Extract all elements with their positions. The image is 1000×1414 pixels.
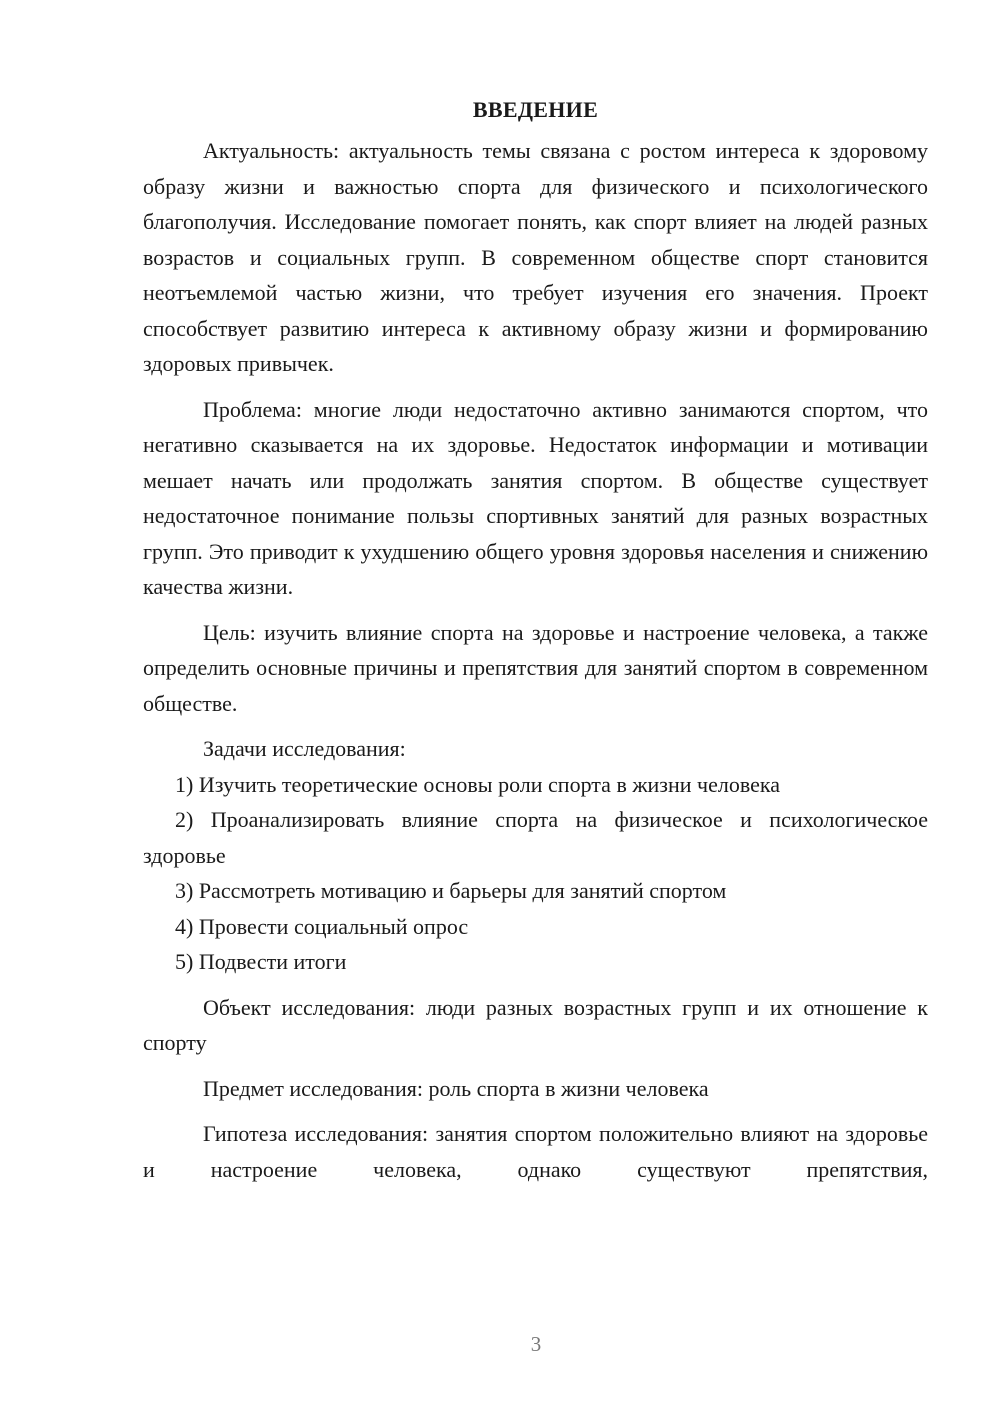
- page-number: 3: [530, 1332, 542, 1356]
- section-title: ВВЕДЕНИЕ: [472, 97, 599, 122]
- task-item-2: 2) Проанализировать влияние спорта на физическое и психологическое здоровье: [143, 807, 928, 868]
- task-item-5: 5) Подвести итоги: [175, 949, 347, 974]
- problem-paragraph: Проблема: многие люди недостаточно активно занимаются спортом, что негативно сказывается на их здоровье. Недостаток информации и мотивации мешает начать или продолжать занятия спортом. В обществе существует недостаточное понимание пользы спортивных занятий для разных возрастных групп. Это приводит к ухудшению общего уровня здоровья населения и снижению качества жизни.: [143, 396, 928, 599]
- tasks-heading: Задачи исследования:: [203, 736, 406, 761]
- goal-paragraph: Цель: изучить влияние спорта на здоровье и настроение человека, а также определить основные причины и препятствия для занятий спортом в современном обществе.: [143, 619, 928, 716]
- subject-paragraph: Предмет исследования: роль спорта в жизни человека: [203, 1075, 709, 1101]
- task-item-1: 1) Изучить теоретические основы роли спорта в жизни человека: [175, 771, 780, 797]
- task-item-3: 3) Рассмотреть мотивацию и барьеры для занятий спортом: [175, 878, 727, 903]
- document-page: [143, 92, 928, 1187]
- hypothesis-paragraph: Гипотеза исследования: занятия спортом положительно влияют на здоровье и настроение человека, однако существуют препятствия,: [143, 1121, 928, 1182]
- object-paragraph: Объект исследования: люди разных возрастных групп и их отношение к спорту: [143, 994, 928, 1055]
- task-item-4: 4) Провести социальный опрос: [175, 913, 469, 939]
- relevance-paragraph: Актуальность: актуальность темы связана с ростом интереса к здоровому образу жизни и важностью спорта для физического и психологического благополучия. Исследование помогает понять, как спорт влияет на людей разных возрастов и социальных групп. В современном обществе спорт становится неотъемлемой частью жизни, что требует изучения его значения. Проект способствует развитию интереса к активному образу жизни и формированию здоровых привычек.: [143, 138, 928, 376]
